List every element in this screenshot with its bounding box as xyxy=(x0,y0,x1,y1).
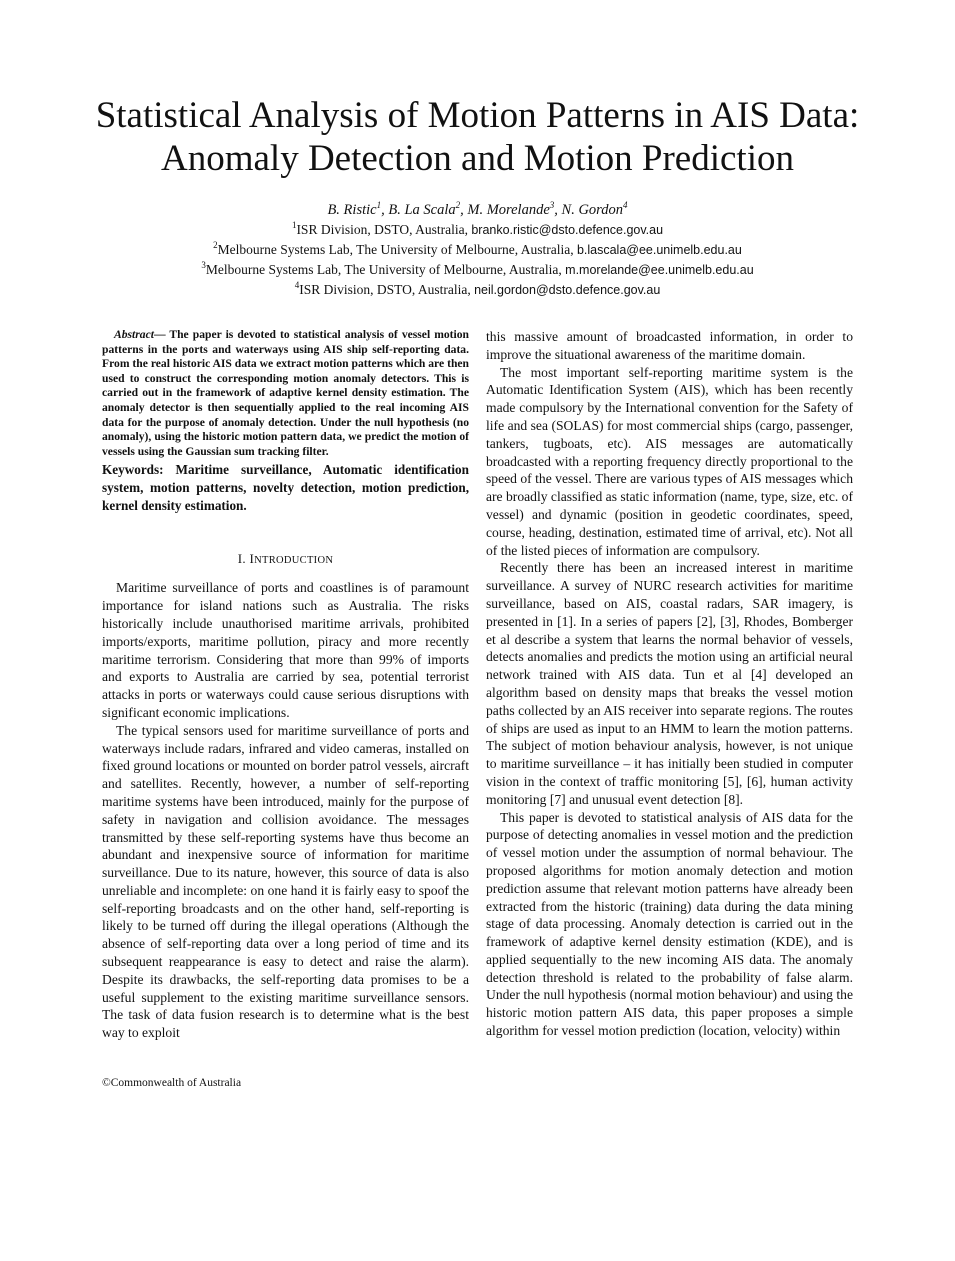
abstract-text: — The paper is devoted to statistical analysis of vessel motion patterns in the ports and waterways using AIS ship self-reporting data. From the real historic AIS data we extract motion patterns which are then used to construct the corresponding motion anomaly detectors. This is carried out in the framework of adaptive kernel density estimation. The anomaly detector is then sequentially applied to the real incoming AIS data for the purpose of anomaly detection. Under the null hypothesis (no anomaly), using the historic motion pattern data, we predict the motion of vessels using the Gaussian sum tracking filter. xyxy=(102,328,469,458)
author-4: N. Gordon xyxy=(561,202,624,218)
author-3: M. Morelande xyxy=(467,202,550,218)
affiliation-2-sup: 2 xyxy=(213,240,218,250)
section-initial: I xyxy=(249,551,255,567)
author-1: B. Ristic xyxy=(327,202,377,218)
affiliation-4-email[interactable]: neil.gordon@dsto.defence.gov.au xyxy=(474,283,661,297)
author-4-sup: 4 xyxy=(623,200,628,210)
affiliation-3-sup: 3 xyxy=(201,260,206,270)
affiliation-1-text: ISR Division, DSTO, Australia, xyxy=(296,222,472,237)
title-line-1: Statistical Analysis of Motion Patterns in AIS Data: xyxy=(95,95,860,136)
right-paragraph-1: this massive amount of broadcasted information, in order to improve the situational awareness of the maritime domain. xyxy=(486,329,853,362)
left-column xyxy=(102,328,469,1042)
affiliation-1 xyxy=(0,220,955,240)
right-paragraph-4: This paper is devoted to statistical analysis of AIS data for the purpose of detecting anomalies in vessel motion and the prediction of vessel motion under the assumption of normal behaviour. The proposed algorithms for motion anomaly detection and motion prediction assume that relevant motion patterns have already been extracted from the historic (training) data during the data mining stage of data processing. Anomaly detection is carried out in the framework of adaptive kernel density estimation (KDE), and is applied sequentially to the new incoming AIS data. The anomaly detection threshold is related to the probability of false alarm. Under the null hypothesis (normal motion behaviour) and using the historic motion pattern AIS data, this paper proposes a simple algorithm for vessel motion prediction (location, velocity) within xyxy=(486,809,853,1039)
intro-paragraph-1: Maritime surveillance of ports and coastlines is of paramount importance for island nations such as Australia. The risks historically include unauthorised maritime arrivals, prohibited imports/exports, maritime pollution, piracy and more recently maritime terrorism. Considering that more than 99% of imports and exports to Australia are carried by sea, potential terrorist attacks in ports or waterways could cause serious disruptions with significant economic implications. xyxy=(102,580,469,720)
affiliation-2 xyxy=(0,240,955,260)
affiliation-3 xyxy=(0,260,955,280)
affiliation-3-text: Melbourne Systems Lab, The University of Melbourne, Australia, xyxy=(205,262,566,277)
affiliation-4 xyxy=(0,280,955,300)
affiliation-2-text: Melbourne Systems Lab, The University of Melbourne, Australia, xyxy=(217,242,577,257)
section-rest: NTRODUCTION xyxy=(254,555,334,567)
affiliation-1-email[interactable]: branko.ristic@dsto.defence.gov.au xyxy=(471,223,664,237)
affiliation-2-email[interactable]: b.lascala@ee.unimelb.edu.au xyxy=(576,243,742,257)
affiliation-3-email[interactable]: m.morelande@ee.unimelb.edu.au xyxy=(565,263,754,277)
author-2: B. La Scala xyxy=(388,202,456,218)
abstract-lead: Abstract xyxy=(114,328,154,341)
section-numeral: I. xyxy=(237,551,250,567)
abstract xyxy=(102,328,469,459)
affiliation-4-sup: 4 xyxy=(294,280,300,290)
paper-title xyxy=(0,94,955,180)
right-paragraph-3: Recently there has been an increased interest in maritime surveillance. A survey of NURC research activities for maritime surveillance, based on AIS, coastal radars, SAR imagery, is presented in [1]. In a series of papers [2], [3], Rhodes, Bomberger et al describe a system that learns the normal behavior of vessels, detects anomalies and predicts the motion using an artificial neural network trained with AIS data. Tun et al [4] developed an algorithm based on density maps that breaks the vessel motion paths collected by an AIS receiver into separate regions. The routes of ships are used as input to an HMM to learn the motion patterns. The subject of motion behaviour analysis, however, is not unique to maritime surveillance – it has initially been studied in computer vision in the context of traffic monitoring [5], [6], human activity monitoring [7] and unusual event detection [8]. xyxy=(486,560,853,807)
affiliation-4-text: ISR Division, DSTO, Australia, xyxy=(299,282,475,297)
copyright-footnote: ©Commonwealth of Australia xyxy=(102,1077,242,1089)
right-column xyxy=(486,328,853,1040)
section-heading-introduction xyxy=(102,551,469,567)
author-3-sup: 3 xyxy=(549,200,555,210)
affiliation-1-sup: 1 xyxy=(291,220,297,230)
title-line-2: Anomaly Detection and Motion Prediction xyxy=(161,138,794,179)
right-paragraph-2: The most important self-reporting maritime system is the Automatic Identification System (AIS), which has been recently made compulsory by the International convention for the Safety of life and sea (SOLAS) for most commercial ships (cargo, passenger, tankers, tugboats, etc). AIS messages are automatically broadcasted with a reporting frequency directly proportional to the speed of the vessel. There are various types of AIS messages which are broadly classified as static information (name, type, size, etc. of vessel) and dynamic (position in geodetic coordinates, speed, course, heading, destination, estimated time of arrival, etc). Not all of the listed pieces of information are compulsory. xyxy=(486,364,853,558)
author-list: B. Ristic$^1$, B. La Scala$^2$, M. Morelande$^3$, N. Gordon$^4$ xyxy=(327,200,628,218)
author-1-sup: 1 xyxy=(376,200,382,210)
keywords: Keywords: Maritime surveillance, Automatic identification system, motion patterns, novelty detection, motion prediction, kernel density estimation. xyxy=(102,462,469,514)
author-2-sup: 2 xyxy=(455,200,461,210)
intro-paragraph-2: The typical sensors used for maritime surveillance of ports and waterways include radars, infrared and video cameras, installed on fixed ground locations or mounted on border patrol vessels, aircraft and satellites. Recently, however, a number of self-reporting maritime systems have been introduced, mainly for the purpose of safety in navigation and collision avoidance. The messages transmitted by these self-reporting systems have thus become an abundant and inexpensive source of information for maritime surveillance. Due to its nature, however, this source of data is also unreliable and incomplete: on one hand it is fairly easy to spoof the self-reporting broadcasts and on the other hand, self-reporting is likely to be turned off during the illegal operations (Although the absence of self-reporting data over a long period of time and its subsequent reappearance is easy to detect and raise the alarm). Despite its drawbacks, the self-reporting data promises to be a useful supplement to the existing maritime surveillance sensors. The task of data fusion research is to determine what is the best way to exploit xyxy=(102,722,469,1041)
affiliations xyxy=(0,220,955,300)
